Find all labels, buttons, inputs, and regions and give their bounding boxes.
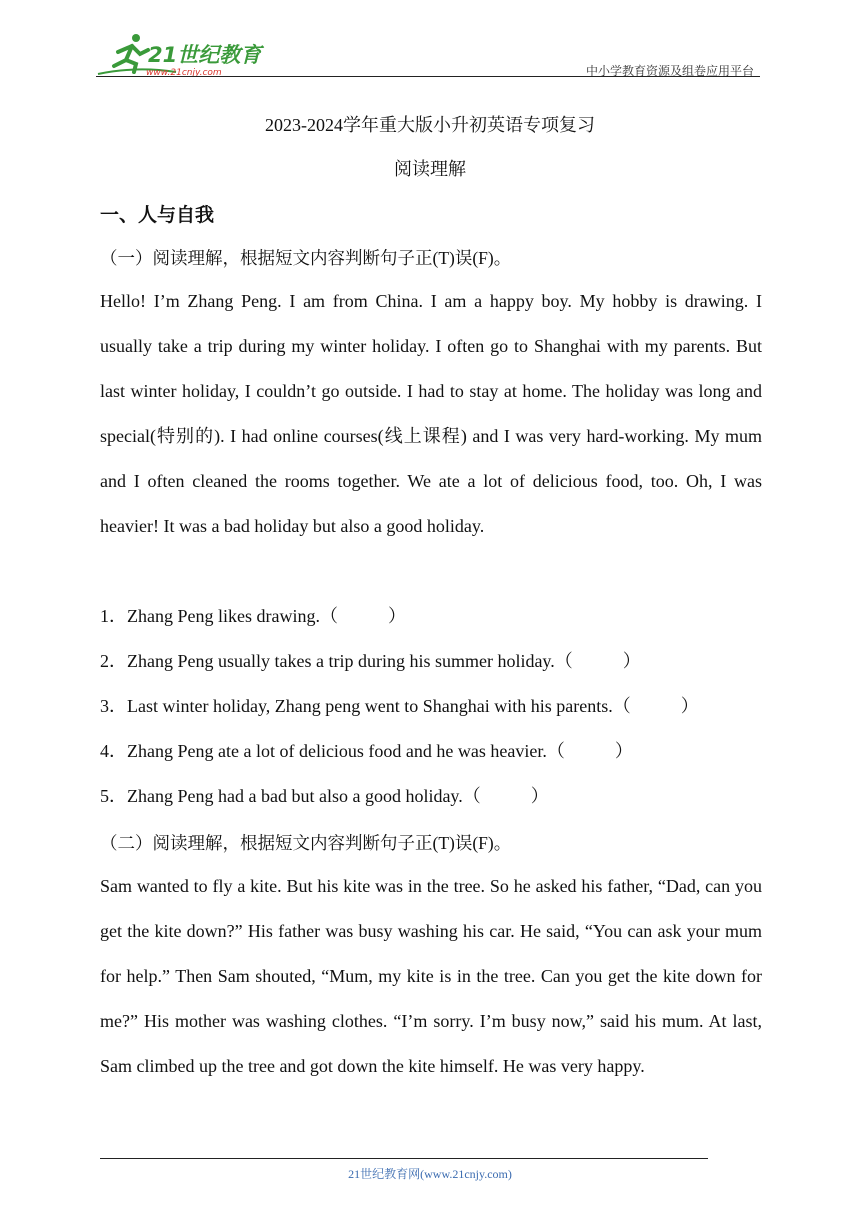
answer-paren-open: （ [612,696,631,716]
answer-paren-open: （ [554,651,573,671]
question-number: 1． [100,606,127,626]
question-number: 2． [100,651,127,671]
question-text: Zhang Peng likes drawing. [127,606,320,626]
question-item [100,594,699,639]
document-subtitle: 阅读理解 [394,159,466,179]
logo-text: 21世纪教育 [148,43,262,67]
question-number: 4． [100,741,127,761]
question-number: 5． [100,786,127,806]
question-text: Zhang Peng ate a lot of delicious food and he was heavier. [127,741,547,761]
question-number: 3． [100,696,127,716]
answer-paren-close: ） [387,606,406,626]
question-text: Last winter holiday, Zhang peng went to Shanghai with his parents. [127,696,613,716]
header-platform-text: 中小学教育资源及组卷应用平台 [585,64,754,78]
question-item [100,639,699,684]
section-heading: 一、人与自我 [100,204,215,226]
question-item [100,684,699,729]
document-title: 2023-2024学年重大版小升初英语专项复习 [265,115,595,135]
page-header [96,30,760,80]
answer-paren-open: （ [462,786,481,806]
answer-paren-close: ） [614,741,633,761]
answer-paren-close: ） [680,696,699,716]
question-item [100,729,699,774]
part1-instruction: （一）阅读理解，根据短文内容判断句子正(T)误(F)。 [100,248,512,268]
logo-url: www.21cnjy.com [146,68,222,78]
question-text: Zhang Peng usually takes a trip during his summer holiday. [127,651,555,671]
answer-paren-close: ） [530,786,549,806]
question-text: Zhang Peng had a bad but also a good holiday. [127,786,463,806]
answer-paren-open: （ [546,741,565,761]
question-list [100,594,699,819]
answer-paren-close: ） [622,651,641,671]
question-item [100,774,699,819]
header-divider [96,76,760,77]
footer-divider [100,1158,708,1159]
part1-passage: Hello! I’m Zhang Peng. I am from China. I am a happy boy. My hobby is drawing. I usually take a trip during my winter holiday. I often go to Shanghai with my parents. But last winter holiday, I couldn’t go outside. I had to stay at home. The holiday was long and special(特别的). I had online courses(线上课程) and I was very hard-working. My mum and I often cleaned the rooms together. We ate a lot of delicious food, too. Oh, I was heavier! It was a bad holiday but also a good holiday. [100,291,762,536]
part2-instruction: （二）阅读理解，根据短文内容判断句子正(T)误(F)。 [100,833,512,853]
answer-paren-open: （ [319,606,338,626]
site-logo [96,30,266,78]
part2-passage: Sam wanted to fly a kite. But his kite was in the tree. So he asked his father, “Dad, can you get the kite down?” His father was busy washing his car. He said, “You can ask your mum for help.” Then Sam shouted, “Mum, my kite is in the tree. Can you get the kite down for me?” His mother was washing clothes. “I’m sorry. I’m busy now,” said his mum. At last, Sam climbed up the tree and got down the kite himself. He was very happy. [100,876,762,1076]
footer-text[interactable]: 21世纪教育网(www.21cnjy.com) [348,1167,512,1181]
